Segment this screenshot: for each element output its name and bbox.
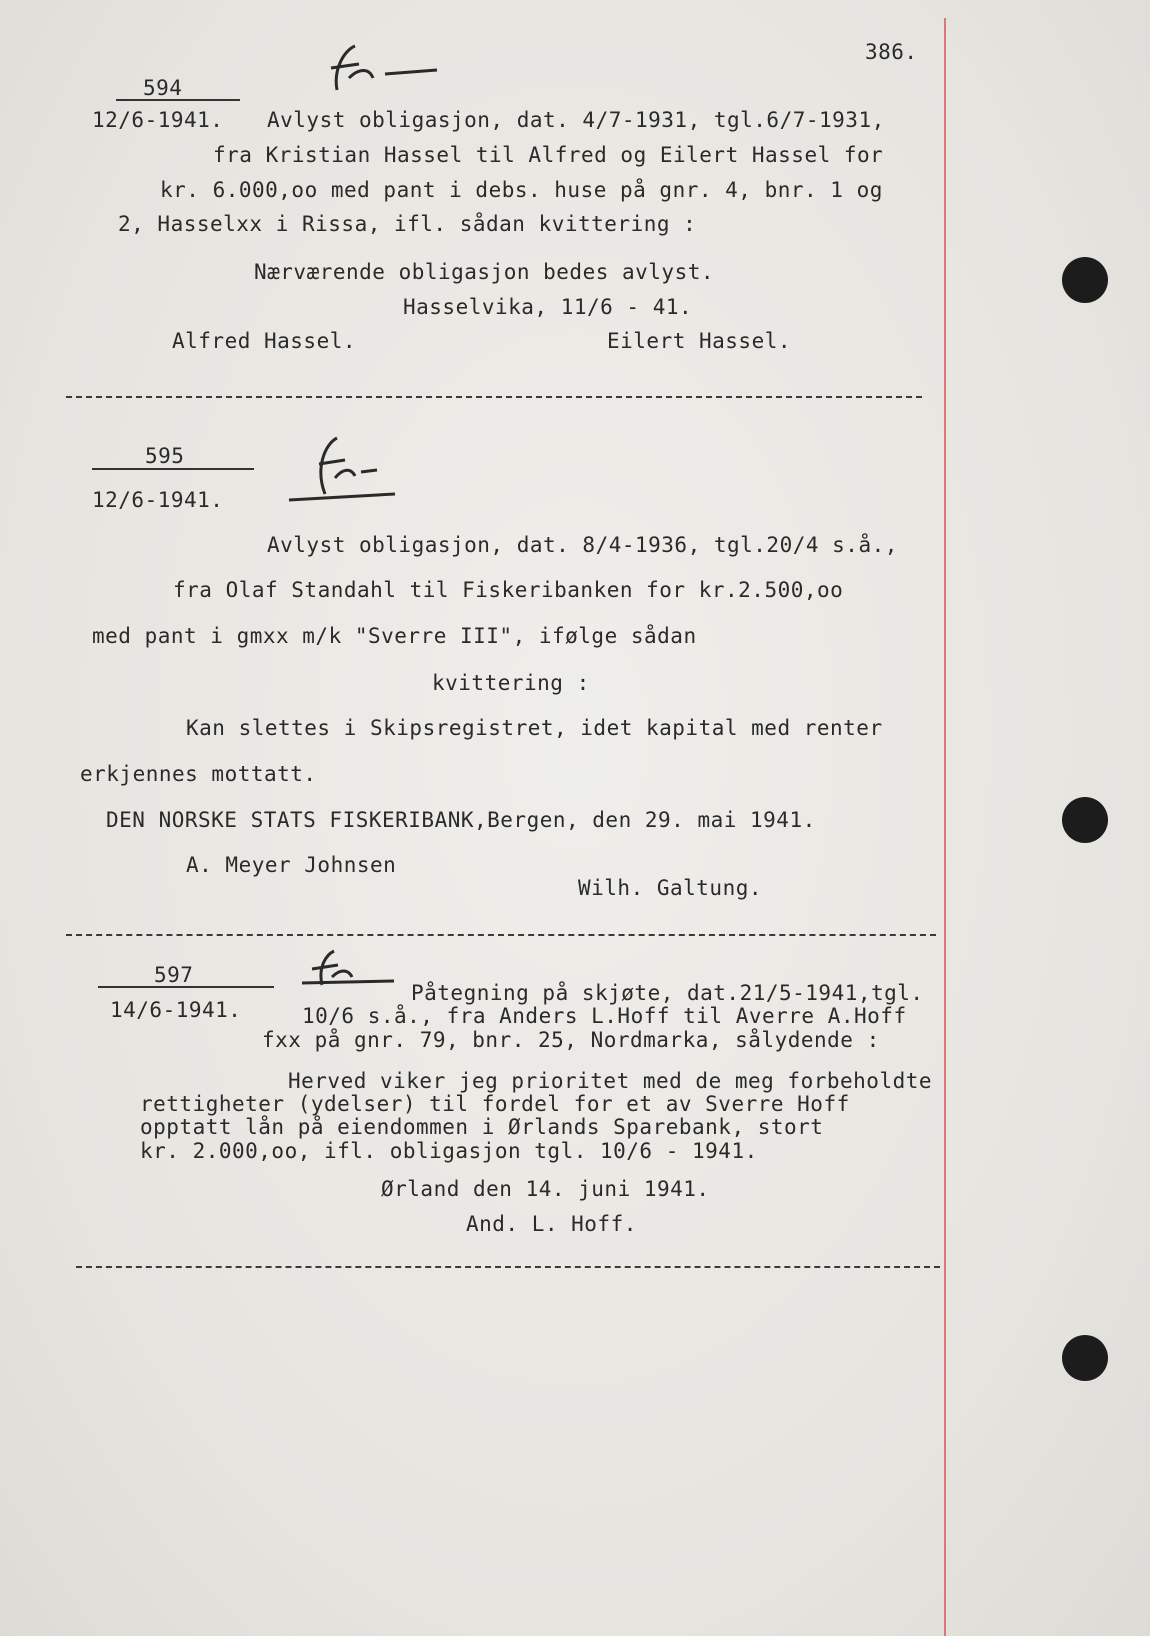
- entry-line: 2, Hasselxx i Rissa, ifl. sådan kvittering :: [118, 212, 697, 236]
- entry-line: fxx på gnr. 79, bnr. 25, Nordmarka, sålydende :: [262, 1028, 880, 1052]
- entry-line: fra Olaf Standahl til Fiskeribanken for kr.2.500,oo: [173, 578, 844, 602]
- entry-line: fra Kristian Hassel til Alfred og Eilert Hassel for: [213, 143, 884, 167]
- entry-line: kr. 2.000,oo, ifl. obligasjon tgl. 10/6 - 1941.: [140, 1139, 758, 1163]
- entry-line: Påtegning på skjøte, dat.21/5-1941,tgl.: [411, 981, 924, 1005]
- entry-line: kr. 6.000,oo med pant i debs. huse på gnr. 4, bnr. 1 og: [160, 178, 883, 202]
- place-date: Ørland den 14. juni 1941.: [381, 1177, 710, 1201]
- entry-line: opptatt lån på eiendommen i Ørlands Sparebank, stort: [140, 1115, 824, 1139]
- entry-line: Herved viker jeg prioritet med de meg forbeholdte: [288, 1069, 933, 1093]
- section-divider: [66, 396, 922, 398]
- place-date: Hasselvika, 11/6 - 41.: [403, 295, 693, 319]
- signature: Alfred Hassel.: [172, 329, 357, 353]
- signature: Wilh. Galtung.: [578, 876, 763, 900]
- red-margin-line: [944, 18, 946, 1636]
- entry-number-underline: [92, 468, 254, 470]
- entry-date: 12/6-1941.: [92, 488, 224, 512]
- registrar-initials-mark: [298, 945, 398, 995]
- entry-date: 12/6-1941.: [92, 108, 224, 132]
- entry-line: Avlyst obligasjon, dat. 4/7-1931, tgl.6/7-1931,: [267, 108, 885, 132]
- binder-hole-2: [1062, 797, 1108, 843]
- section-divider: [76, 1266, 940, 1268]
- binder-hole-3: [1062, 1335, 1108, 1381]
- entry-line: Avlyst obligasjon, dat. 8/4-1936, tgl.20/4 s.å.,: [267, 533, 898, 557]
- entry-line: Kan slettes i Skipsregistret, idet kapital med renter: [186, 716, 883, 740]
- signature: A. Meyer Johnsen: [186, 853, 397, 877]
- entry-number: 597: [154, 963, 194, 987]
- entry-number: 595: [145, 444, 185, 468]
- signature: Eilert Hassel.: [607, 329, 792, 353]
- entry-number: 594: [143, 76, 183, 100]
- binder-hole-1: [1062, 257, 1108, 303]
- signature: And. L. Hoff.: [466, 1212, 637, 1236]
- entry-line: 10/6 s.å., fra Anders L.Hoff til Averre A.Hoff: [302, 1004, 907, 1028]
- entry-line: rettigheter (ydelser) til fordel for et av Sverre Hoff: [140, 1092, 850, 1116]
- registrar-initials-mark: [315, 38, 445, 98]
- issuer-line: DEN NORSKE STATS FISKERIBANK,Bergen, den 29. mai 1941.: [106, 808, 816, 832]
- entry-line: erkjennes mottatt.: [80, 762, 317, 786]
- entry-number-underline: [116, 99, 240, 101]
- receipt-text: Nærværende obligasjon bedes avlyst.: [254, 260, 715, 284]
- registrar-initials-mark: [285, 428, 415, 508]
- entry-line: med pant i gmxx m/k "Sverre III", ifølge sådan: [92, 624, 697, 648]
- page-number: 386.: [865, 40, 918, 64]
- entry-date: 14/6-1941.: [110, 998, 242, 1022]
- section-divider: [66, 934, 936, 936]
- entry-number-underline: [98, 986, 274, 988]
- entry-line: kvittering :: [432, 671, 590, 695]
